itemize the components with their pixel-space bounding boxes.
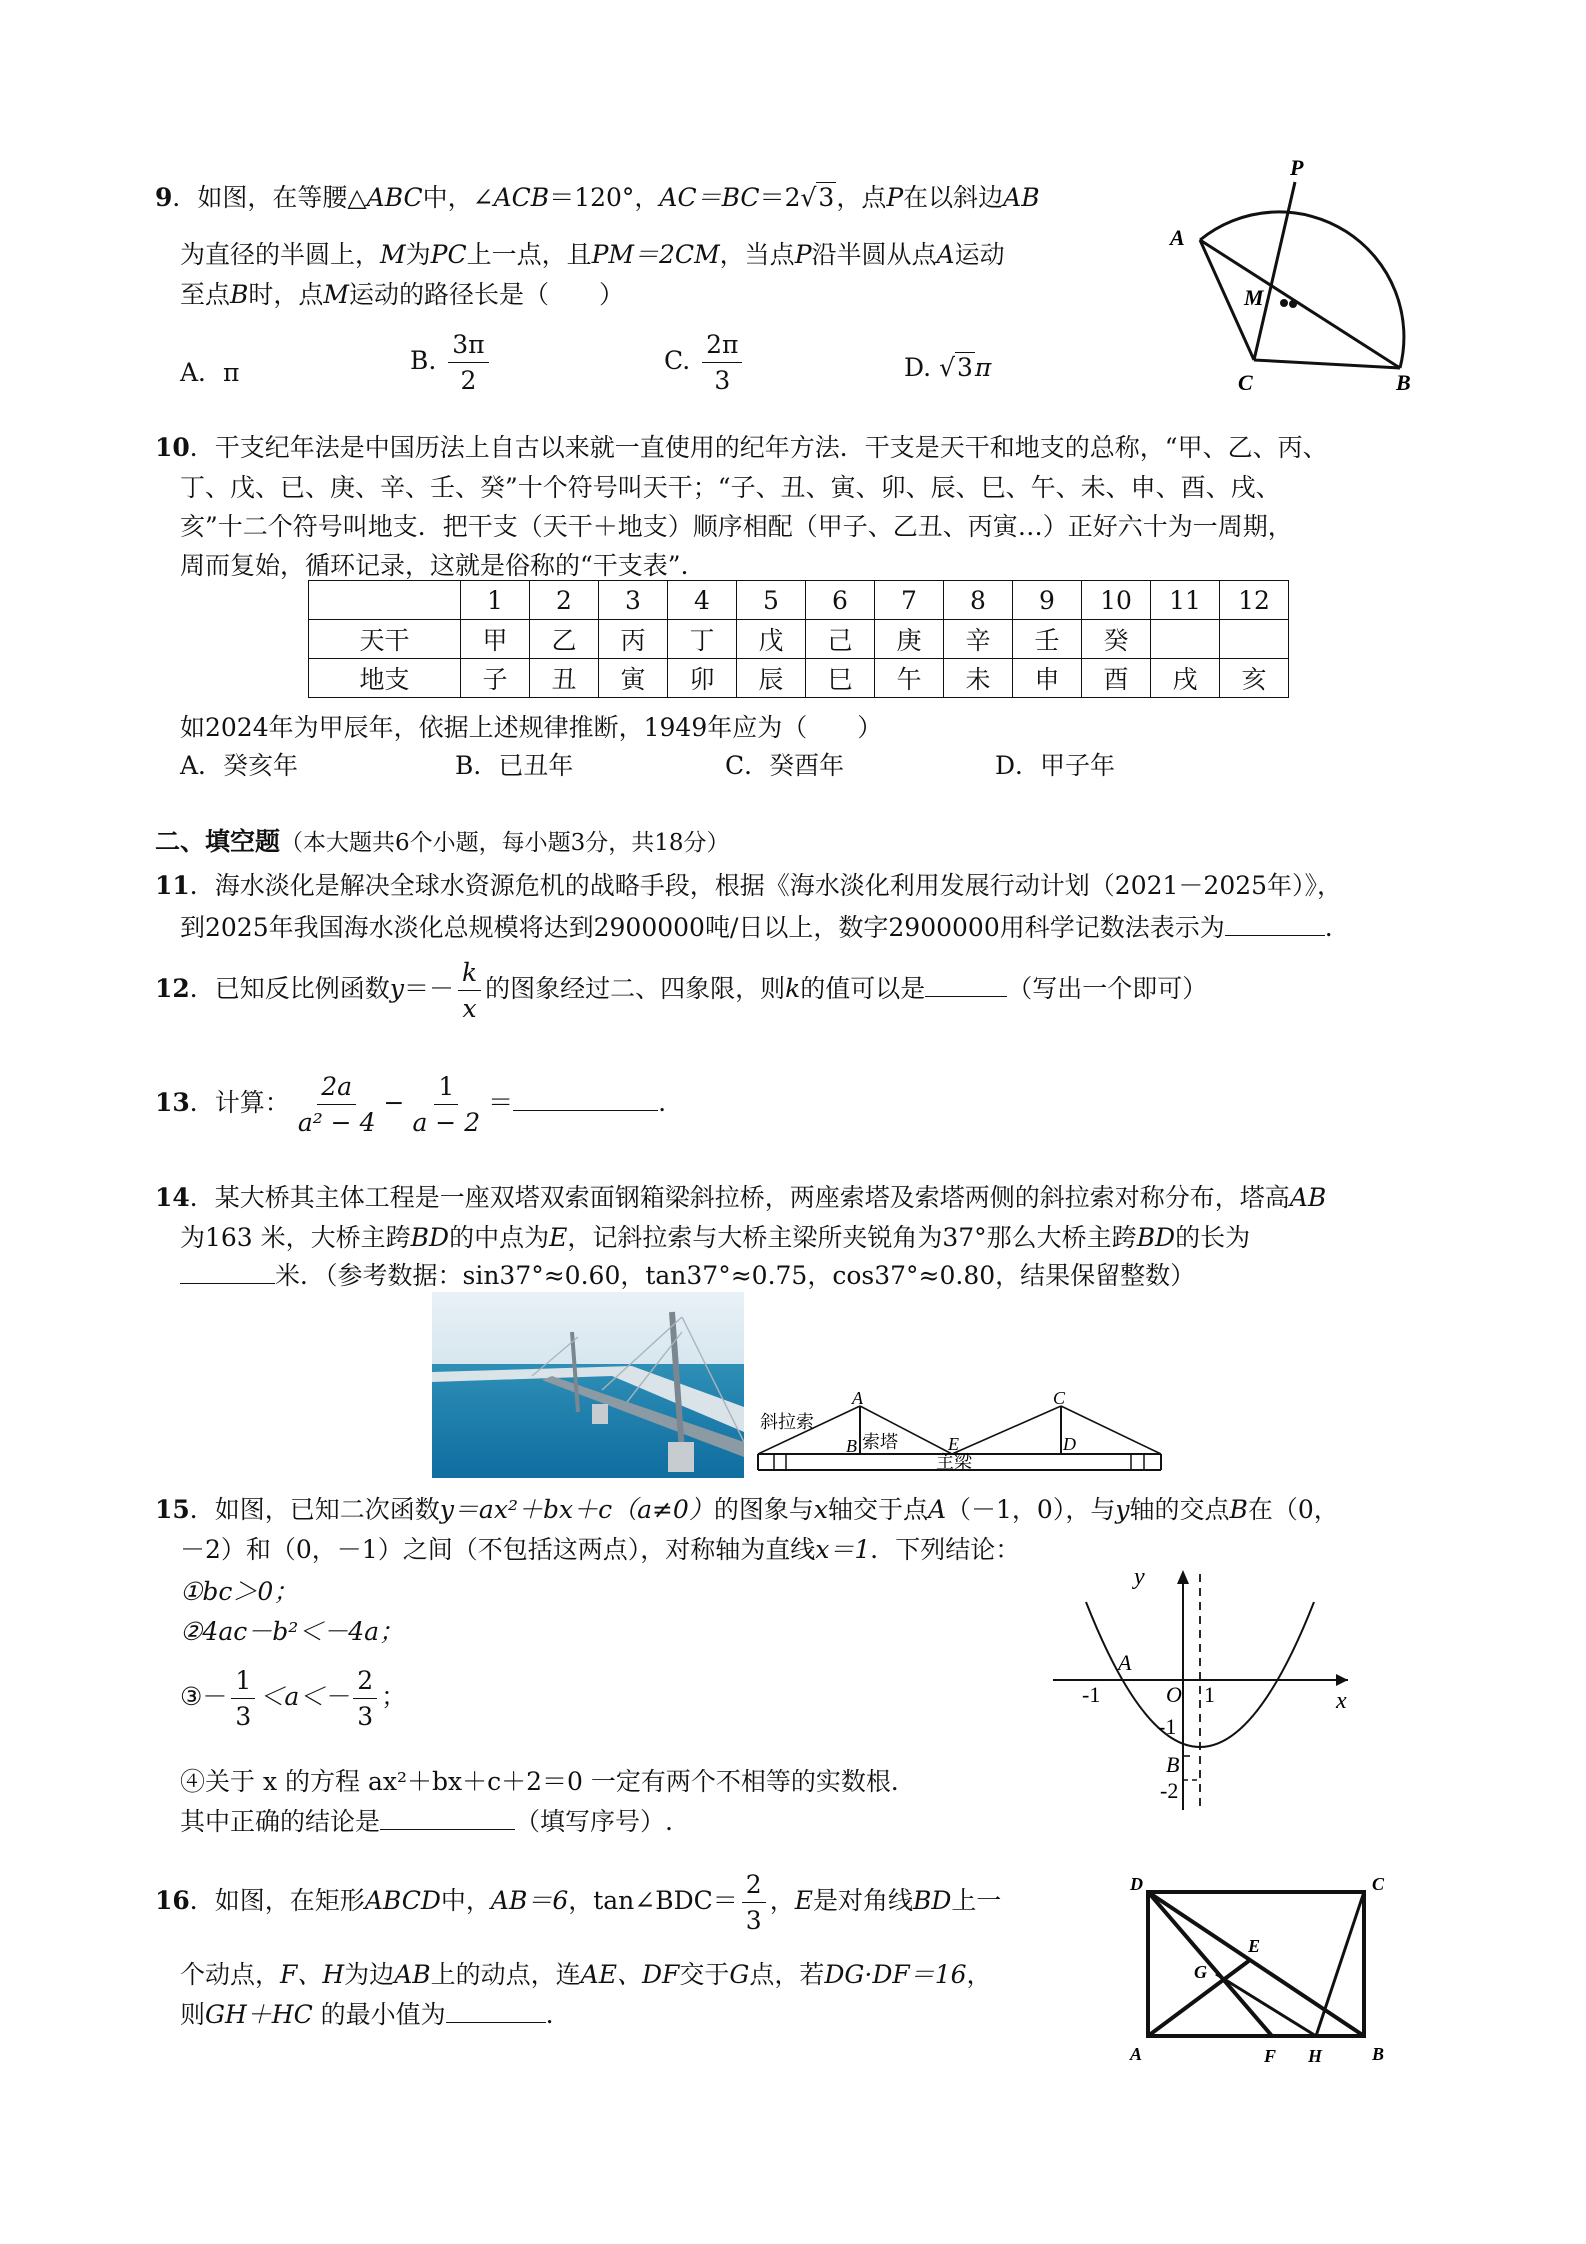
q15-conclusion-2: ②4ac－b²＜－4a； (180, 1617, 405, 1646)
q16-label-f: F (1264, 2046, 1277, 2066)
q11-number: 11 (155, 871, 190, 900)
bridge-label-a: A (852, 1392, 863, 1408)
bridge-label-d: D (1063, 1434, 1076, 1454)
q15-graph-label-x: x (1336, 1688, 1347, 1714)
q13-answer-blank[interactable] (513, 1088, 658, 1111)
q16-line3: 则GH＋HC 的最小值为 . (180, 2000, 554, 2029)
q9-option-c-fraction: $\frac{2\pi}{3}$ (702, 330, 742, 395)
q16-label-e: E (1248, 1936, 1261, 1956)
q14-line1: 14．某大桥其主体工程是一座双塔双索面钢箱梁斜拉桥，两座索塔及索塔两侧的斜拉索对称分布，塔高AB (155, 1183, 1327, 1212)
q9-label-c: C (1238, 370, 1253, 395)
q16-label-d: D (1130, 1874, 1143, 1894)
q15-graph-label-1: 1 (1204, 1682, 1215, 1707)
q16-line1: 16．如图，在矩形ABCD中，AB＝6，tan∠BDC＝ $\frac{2}{3}$ ，E是对角线BD上一 (155, 1870, 1002, 1935)
q16-label-c: C (1372, 1874, 1385, 1894)
q10-line4: 周而复始，循环记录，这就是俗称的“干支表”． (180, 551, 706, 580)
q15-parabola-graph (1048, 1562, 1360, 1812)
q9-label-b: B (1396, 370, 1411, 395)
q12-answer-blank[interactable] (925, 974, 1007, 997)
table-row: 地支 子 丑 寅 卯 辰 巳 午 未 申 酉 戌 亥 (309, 659, 1289, 698)
q9-label-a: A (1170, 225, 1185, 250)
q14-number: 14 (155, 1183, 190, 1212)
q15-conclusion-1: ①bc＞0； (180, 1577, 299, 1606)
q9-option-a: A．π (180, 358, 240, 387)
q10-line1: 10．干支纪年法是中国历法上自古以来就一直使用的纪年方法．干支是天干和地支的总称，“甲、乙、丙、 (155, 433, 1328, 462)
q15-fraction-1: $\frac{1}{3}$ (231, 1666, 255, 1731)
q9-sqrt3: √3 (800, 183, 835, 212)
q16-label-a: A (1130, 2044, 1143, 2064)
q15-graph-label-minus1-y: -1 (1158, 1714, 1177, 1739)
q13-line: 13．计算： $\frac{2a}{\text{a² − 4}}$ − $\frac{1}{a - 2}$ ＝ . (155, 1072, 667, 1137)
q16-label-b: B (1372, 2044, 1385, 2064)
bridge-label-beam: 主梁 (936, 1452, 972, 1472)
q15-graph-label-minus2: -2 (1160, 1778, 1179, 1803)
bridge-label-e: E (948, 1434, 959, 1454)
q15-conclusion-3: ③－ $\frac{1}{3}$ ＜a＜－ $\frac{2}{3}$ ； (180, 1666, 407, 1731)
q10-line5: 如2024年为甲辰年，依据上述规律推断，1949年应为（ ） (180, 713, 883, 742)
q10-line3: 亥”十二个符号叫地支．把干支（天干＋地支）顺序相配（甲子、乙丑、丙寅…）正好六十为一周期， (180, 512, 1293, 541)
q10-option-c: C．癸酉年 (725, 751, 845, 780)
q9-option-c: C. $\frac{2\pi}{3}$ (664, 330, 746, 395)
q9-label-m: M (1244, 285, 1264, 310)
q9-line1: 9．如图，在等腰△ABC中，∠ACB＝120°，AC＝BC＝2√3，点P在以斜边AB (155, 183, 1040, 212)
q13-fraction-2: $\frac{1}{a - 2}$ (412, 1072, 481, 1137)
q10-number: 10 (155, 433, 190, 462)
q9-option-b-fraction: $\frac{3\pi}{2}$ (448, 330, 488, 395)
q14-answer-blank[interactable] (180, 1261, 275, 1284)
q15-graph-label-b: B (1166, 1752, 1180, 1777)
q16-rectangle-figure (1120, 1860, 1410, 2075)
q10-option-b: B．已丑年 (455, 751, 574, 780)
q16-fraction: $\frac{2}{3}$ (742, 1870, 766, 1935)
q16-label-g: G (1194, 1962, 1207, 1982)
bridge-label-tower: 索塔 (862, 1432, 898, 1452)
q13-number: 13 (155, 1088, 190, 1117)
q10-option-a: A．癸亥年 (180, 751, 299, 780)
q9-semicircle-figure (1160, 140, 1450, 400)
bridge-photo (432, 1292, 744, 1478)
q12-number: 12 (155, 974, 190, 1003)
q13-fraction-1: $\frac{2a}{\text{a² − 4}}$ (297, 1072, 376, 1137)
q14-line3: 米．（参考数据：sin37°≈0.60，tan37°≈0.75，cos37°≈0.80，结果保留整数） (180, 1256, 1195, 1292)
table-row: 天干 甲 乙 丙 丁 戊 己 庚 辛 壬 癸 (309, 620, 1289, 659)
table-header-row: 1 2 3 4 5 6 7 8 9 10 11 12 (309, 581, 1289, 620)
q10-option-d: D．甲子年 (995, 751, 1116, 780)
q15-graph-label-minus1-x: -1 (1082, 1682, 1101, 1707)
q16-label-h: H (1308, 2046, 1323, 2066)
q15-number: 15 (155, 1495, 190, 1524)
q15-conclusion-4: ④关于 x 的方程 ax²＋bx＋c＋2＝0 一定有两个不相等的实数根． (180, 1767, 916, 1796)
q9-option-d: D. √3π (904, 353, 992, 382)
q15-graph-label-y: y (1134, 1564, 1145, 1590)
q14-line2: 为163 米，大桥主跨BD的中点为E，记斜拉索与大桥主梁所夹锐角为37°那么大桥主跨BD的长为 (180, 1223, 1251, 1252)
ganzhi-table (308, 580, 1289, 698)
q9-number: 9 (155, 183, 173, 212)
q12-fraction: $\frac{k}{x}$ (458, 958, 481, 1023)
q9-label-p: P (1290, 155, 1304, 180)
bridge-label-b: B (846, 1436, 857, 1456)
q9-option-b: B. $\frac{3\pi}{2}$ (410, 330, 493, 395)
bridge-diagram (756, 1392, 1166, 1478)
section-2-heading: 二、填空题（本大题共6个小题，每小题3分，共18分） (155, 827, 730, 856)
bridge-label-cable: 斜拉索 (760, 1412, 814, 1432)
bridge-label-c: C (1053, 1392, 1066, 1408)
q15-graph-label-o: O (1166, 1682, 1182, 1707)
q9-line3: 至点B时，点M运动的路径长是（ ） (180, 280, 625, 309)
q11-answer-blank[interactable] (1225, 913, 1325, 936)
q16-line2: 个动点，F、H为边AB上的动点，连AE、DF交于G点，若DG·DF＝16， (180, 1960, 992, 1989)
q15-line1: 15．如图，已知二次函数y＝ax²＋bx＋c（a≠0）的图象与x轴交于点A（－1，0），与y轴的交点B在（0， (155, 1495, 1339, 1524)
q12-line: 12．已知反比例函数y＝－ $\frac{k}{x}$ 的图象经过二、四象限，则k的值可以是 （写出一个即可） (155, 958, 1208, 1023)
q16-number: 16 (155, 1886, 190, 1915)
q15-graph-label-a: A (1118, 1650, 1132, 1675)
q9-line2: 为直径的半圆上，M为PC上一点，且PM＝2CM，当点P沿半圆从点A运动 (180, 240, 1005, 269)
q15-fraction-2: $\frac{2}{3}$ (353, 1666, 377, 1731)
q16-answer-blank[interactable] (446, 2000, 546, 2023)
q15-line2: －2）和（0，－1）之间（不包括这两点），对称轴为直线x＝1．下列结论： (180, 1535, 1021, 1564)
q10-line2: 丁、戊、已、庚、辛、壬、癸”十个符号叫天干；“子、丑、寅、卯、辰、巳、午、未、申、酉、戌、 (180, 473, 1281, 502)
q11-line1: 11．海水淡化是解决全球水资源危机的战略手段，根据《海水淡化利用发展行动计划（2021－2025年）》， (155, 871, 1343, 900)
q15-answer-line: 其中正确的结论是 （填写序号）. (180, 1807, 673, 1836)
q15-answer-blank[interactable] (380, 1807, 515, 1830)
q11-line2: 到2025年我国海水淡化总规模将达到2900000吨/日以上，数字2900000用科学记数法表示为 . (180, 913, 1333, 942)
